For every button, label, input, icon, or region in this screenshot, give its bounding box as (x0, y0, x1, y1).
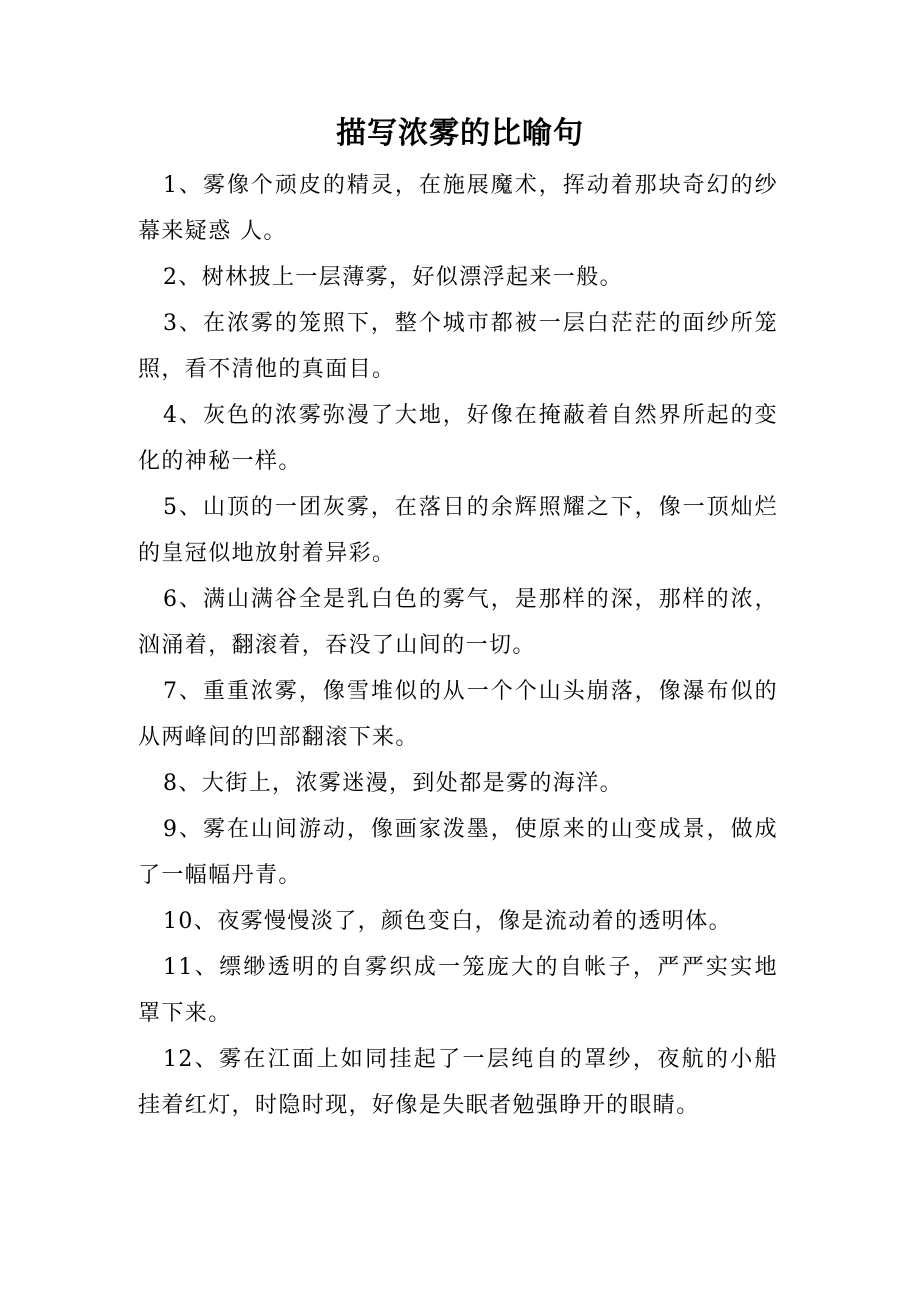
paragraph-8: 8、大街上，浓雾迷漫，到处都是雾的海洋。 (163, 771, 623, 796)
paragraph-6: 6、满山满谷全是乳白色的雾气，是那样的深，那样的浓，汹涌着，翻滚着，吞没了山间的一切。 (138, 587, 778, 658)
paragraph-1: 1、雾像个顽皮的精灵，在施展魔术，挥动着那块奇幻的纱幕来疑惑 人。 (138, 173, 778, 244)
paragraph-5: 5、山顶的一团灰雾，在落日的余辉照耀之下，像一顶灿烂的皇冠似地放射着异彩。 (138, 495, 778, 566)
paragraph-4: 4、灰色的浓雾弥漫了大地，好像在掩蔽着自然界所起的变化的神秘一样。 (138, 403, 778, 474)
paragraph-10: 10、夜雾慢慢淡了，颜色变白，像是流动着的透明体。 (163, 909, 732, 934)
paragraph-11: 11、缥缈透明的自雾织成一笼庞大的自帐子，严严实实地罩下来。 (138, 955, 778, 1026)
document-body (138, 163, 778, 1129)
paragraph-7: 7、重重浓雾，像雪堆似的从一个个山头崩落，像瀑布似的从两峰间的凹部翻滚下来。 (138, 679, 778, 750)
paragraph-12: 12、雾在江面上如同挂起了一层纯自的罩纱，夜航的小船挂着红灯，时隐时现，好像是失眠者勉强睁开的眼睛。 (138, 1047, 778, 1118)
paragraph-2: 2、树林披上一层薄雾，好似漂浮起来一般。 (163, 265, 623, 290)
paragraph-9: 9、雾在山间游动，像画家泼墨，使原来的山变成景，做成了一幅幅丹青。 (138, 817, 778, 888)
paragraph-3: 3、在浓雾的笼照下，整个城市都被一层白茫茫的面纱所笼照，看不清他的真面目。 (138, 311, 778, 382)
page-title: 描写浓雾的比喻句 (336, 116, 584, 151)
